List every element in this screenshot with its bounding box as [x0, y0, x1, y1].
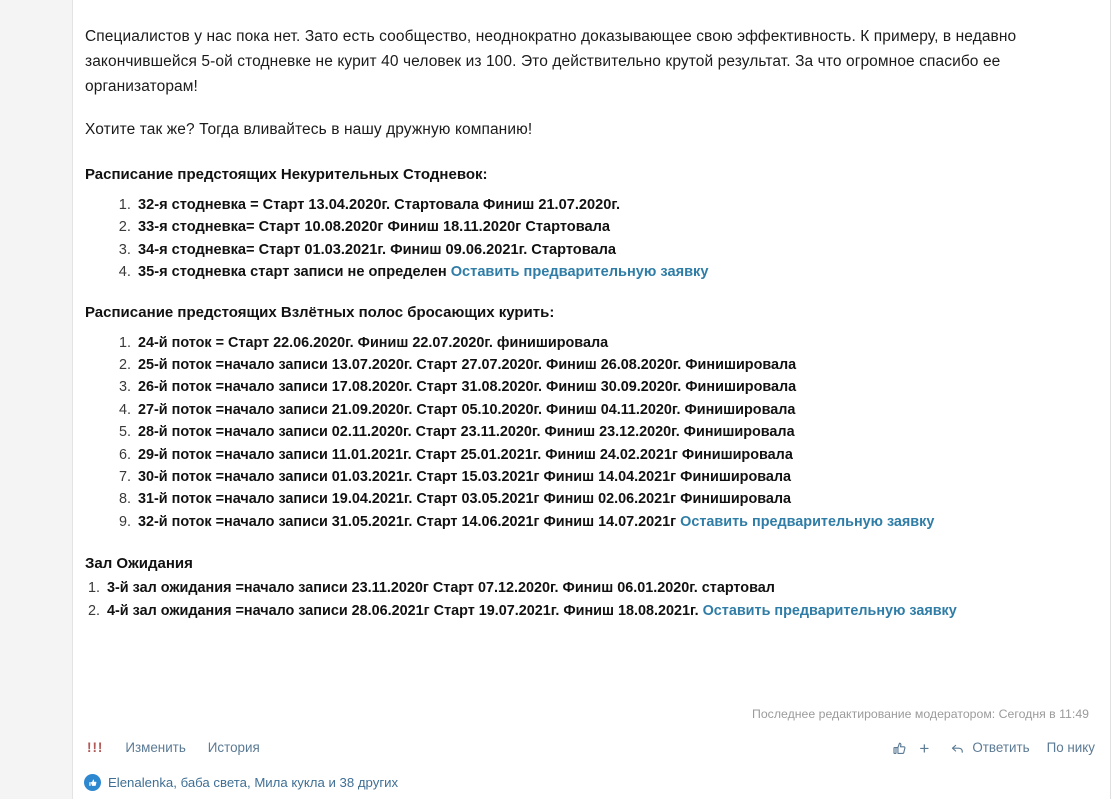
list-item: [135, 354, 1090, 376]
last-edit-note: Последнее редактирование модератором: Сегодня в 11:49: [752, 707, 1089, 721]
list-item-text: 28-й поток =начало записи 02.11.2020г. Старт 23.11.2020г. Финиш 23.12.2020г. Финишировала: [138, 424, 795, 441]
list-item-text: 35-я стодневка старт записи не определен: [138, 264, 451, 281]
avatar-gutter: [0, 0, 73, 799]
list-item-text: 3-й зал ожидания =начало записи 23.11.2020г Старт 07.12.2020г. Финиш 06.01.2020г. стартовал: [107, 580, 775, 597]
list-item: [104, 577, 1090, 600]
add-reaction-icon[interactable]: +: [919, 738, 930, 758]
list-item: [135, 261, 1090, 283]
list-item-text: 25-й поток =начало записи 13.07.2020г. Старт 27.07.2020г. Финиш 26.08.2020г. Финишировала: [138, 357, 797, 374]
section-heading-flows: Расписание предстоящих Взлётных полос бросающих курить:: [85, 303, 555, 321]
waiting-hall-list: [85, 577, 1090, 623]
preliminary-application-link[interactable]: Оставить предварительную заявку: [450, 264, 709, 281]
list-item-text: 32-я стодневка = Старт 13.04.2020г. Стартовала Финиш 21.07.2020г.: [138, 197, 621, 213]
thumbs-up-badge-icon: [84, 774, 101, 791]
list-item-text: 24-й поток = Старт 22.06.2020г. Финиш 22.07.2020г. финишировала: [138, 334, 609, 351]
preliminary-application-link[interactable]: Оставить предварительную заявку: [702, 603, 957, 620]
list-item: [135, 511, 1090, 533]
post-content: [73, 0, 1110, 799]
list-item: [135, 444, 1090, 466]
post-actions-right: [887, 738, 1095, 758]
post-right-border: [1110, 0, 1111, 799]
list-item: [135, 488, 1090, 510]
list-item-text: 26-й поток =начало записи 17.08.2020г. Старт 31.08.2020г. Финиш 30.09.2020г. Финишировала: [138, 379, 797, 396]
post-paragraph-1: Специалистов у нас пока нет. Зато есть сообщество, неоднократно доказывающее свою эффективность. К примеру, в недавно закончившейся 5-ой стодневке не курит 40 человек из 100. Это действительно крутой результат. За что огромное спасибо ее организаторам!: [85, 28, 1017, 95]
list-item-text: 34-я стодневка= Старт 01.03.2021г. Финиш 09.06.2021г. Стартовала: [138, 241, 616, 258]
reply-arrow-icon[interactable]: [945, 738, 969, 758]
list-item-text: 31-й поток =начало записи 19.04.2021г. Старт 03.05.2021г Финиш 02.06.2021г Финишировала: [138, 491, 792, 508]
reply-button[interactable]: [937, 738, 1035, 758]
stodnevki-list: [85, 194, 1090, 284]
report-button[interactable]: !!!: [87, 740, 104, 755]
list-item: [135, 376, 1090, 398]
post-paragraph-2: Хотите так же? Тогда вливайтесь в нашу дружную компанию!: [85, 121, 533, 138]
list-item: [135, 194, 1090, 216]
list-item: [135, 332, 1090, 354]
edit-button[interactable]: Изменить: [125, 740, 186, 755]
history-button[interactable]: История: [207, 740, 260, 755]
quote-nickname-button[interactable]: По нику: [1046, 740, 1095, 755]
list-item-text: 33-я стодневка= Старт 10.08.2020г Финиш 18.11.2020г Стартовала: [138, 219, 610, 236]
flows-list: [85, 332, 1090, 534]
thumbs-up-icon[interactable]: [887, 738, 911, 758]
reply-label[interactable]: Ответить: [972, 740, 1030, 755]
reaction-names[interactable]: Elenalenka, баба света, Мила кукла и 38 других: [108, 775, 399, 790]
list-item-text: 32-й поток =начало записи 31.05.2021г. Старт 14.06.2021г Финиш 14.07.2021г: [138, 513, 681, 530]
post-action-bar: [85, 738, 1095, 762]
list-item: [135, 216, 1090, 238]
list-item: [135, 399, 1090, 421]
list-item: [135, 421, 1090, 443]
section-heading-stodnevki: Расписание предстоящих Некурительных Стодневок:: [85, 166, 488, 183]
list-item: [135, 466, 1090, 488]
list-item: [135, 239, 1090, 261]
list-item-text: 4-й зал ожидания =начало записи 28.06.2021г Старт 19.07.2021г. Финиш 18.08.2021г.: [107, 603, 703, 620]
preliminary-application-link[interactable]: Оставить предварительную заявку: [680, 513, 935, 530]
list-item-text: 27-й поток =начало записи 21.09.2020г. Старт 05.10.2020г. Финиш 04.11.2020г. Финишировала: [138, 401, 796, 418]
list-item: [104, 600, 1090, 623]
post-actions-left: [85, 738, 271, 758]
list-item-text: 30-й поток =начало записи 01.03.2021г. Старт 15.03.2021г Финиш 14.04.2021г Финишировала: [138, 469, 792, 486]
list-item-text: 29-й поток =начало записи 11.01.2021г. Старт 25.01.2021г. Финиш 24.02.2021г Финишировала: [138, 446, 793, 463]
section-heading-waiting-hall: Зал Ожидания: [85, 555, 193, 573]
reactions-bar: [84, 774, 398, 791]
